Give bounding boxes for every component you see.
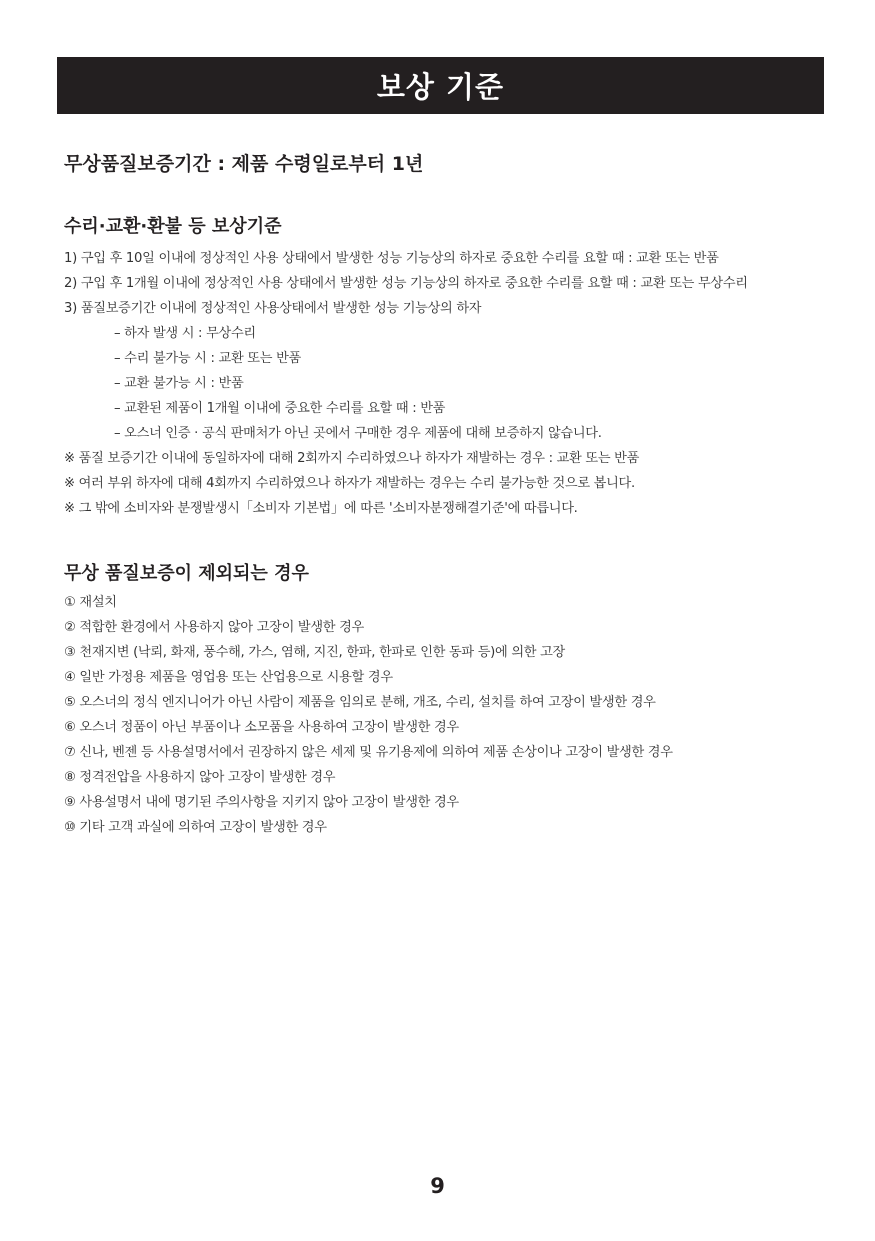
page-title: 보상 기준: [376, 70, 505, 104]
compensation-note: ※ 그 밖에 소비자와 분쟁발생시「소비자 기본법」에 따른 '소비자분쟁해결기준'에 따릅니다.: [64, 501, 578, 516]
title-bar: [57, 57, 824, 114]
compensation-note: ※ 품질 보증기간 이내에 동일하자에 대해 2회까지 수리하였으나 하자가 재발하는 경우 : 교환 또는 반품: [64, 451, 640, 466]
page-number: 9: [430, 1174, 445, 1198]
compensation-sub-item: – 오스너 인증 · 공식 판매처가 아닌 곳에서 구매한 경우 제품에 대해 보증하지 않습니다.: [114, 426, 602, 441]
exclusion-item: ⑧ 정격전압을 사용하지 않아 고장이 발생한 경우: [64, 770, 336, 785]
exclusion-item: ⑩ 기타 고객 과실에 의하여 고장이 발생한 경우: [64, 820, 327, 835]
compensation-sub-item: – 교환된 제품이 1개월 이내에 중요한 수리를 요할 때 : 반품: [114, 401, 446, 416]
exclusion-item: ① 재설치: [64, 595, 117, 610]
compensation-heading: 수리·교환·환불 등 보상기준: [64, 216, 282, 237]
exclusions-list: [64, 590, 673, 840]
exclusion-item: ⑤ 오스너의 정식 엔지니어가 아닌 사람이 제품을 임의로 분해, 개조, 수리, 설치를 하여 고장이 발생한 경우: [64, 695, 656, 710]
compensation-note: ※ 여러 부위 하자에 대해 4회까지 수리하였으나 하자가 재발하는 경우는 수리 불가능한 것으로 봅니다.: [64, 476, 635, 491]
compensation-sub-item: – 수리 불가능 시 : 교환 또는 반품: [114, 351, 301, 366]
exclusion-item: ⑦ 신나, 벤젠 등 사용설명서에서 권장하지 않은 세제 및 유기용제에 의하여 제품 손상이나 고장이 발생한 경우: [64, 745, 673, 760]
exclusion-item: ④ 일반 가정용 제품을 영업용 또는 산업용으로 시용할 경우: [64, 670, 393, 685]
exclusions-heading: 무상 품질보증이 제외되는 경우: [64, 563, 309, 584]
compensation-line: 3) 품질보증기간 이내에 정상적인 사용상태에서 발생한 성능 기능상의 하자: [64, 301, 482, 316]
compensation-sub-item: – 하자 발생 시 : 무상수리: [114, 326, 256, 341]
exclusion-item: ③ 천재지변 (낙뢰, 화재, 풍수해, 가스, 염해, 지진, 한파, 한파로 인한 동파 등)에 의한 고장: [64, 645, 565, 660]
exclusion-item: ② 적합한 환경에서 사용하지 않아 고장이 발생한 경우: [64, 620, 364, 635]
compensation-sub-item: – 교환 불가능 시 : 반품: [114, 376, 244, 391]
exclusion-item: ⑨ 사용설명서 내에 명기된 주의사항을 지키지 않아 고장이 발생한 경우: [64, 795, 459, 810]
warranty-period-heading: 무상품질보증기간 : 제품 수령일로부터 1년: [64, 153, 424, 175]
exclusion-item: ⑥ 오스너 정품이 아닌 부품이나 소모품을 사용하여 고장이 발생한 경우: [64, 720, 459, 735]
compensation-line: 1) 구입 후 10일 이내에 정상적인 사용 상태에서 발생한 성능 기능상의 하자로 중요한 수리를 요할 때 : 교환 또는 반품: [64, 251, 719, 266]
compensation-list: [64, 246, 748, 521]
compensation-line: 2) 구입 후 1개월 이내에 정상적인 사용 상태에서 발생한 성능 기능상의 하자로 중요한 수리를 요할 때 : 교환 또는 무상수리: [64, 276, 748, 291]
